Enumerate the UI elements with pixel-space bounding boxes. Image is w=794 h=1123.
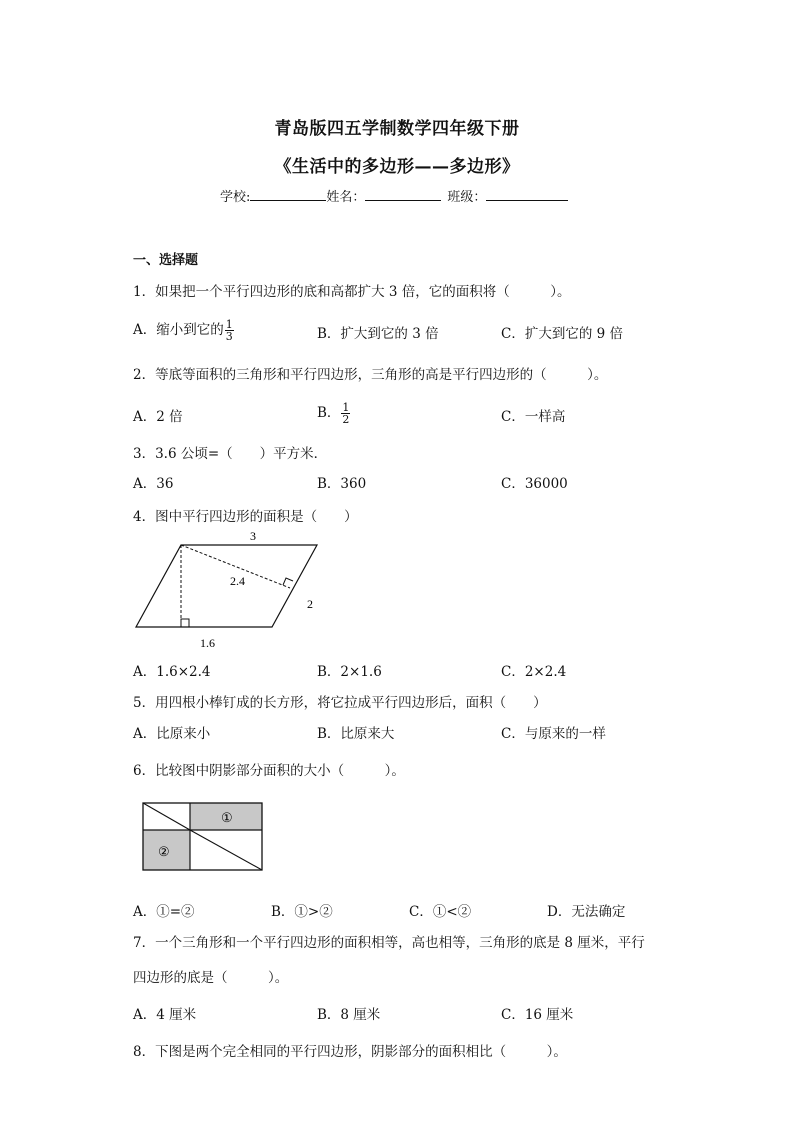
question-5-option-b[interactable]: B．比原来大 [317, 726, 395, 742]
question-2-option-b[interactable]: B． $\frac{1}{2}$ [317, 401, 350, 426]
question-6-option-b[interactable]: B．①>② [271, 904, 333, 920]
question-2-option-c[interactable]: C．一样高 [501, 409, 566, 425]
region-1-label: ① [221, 810, 233, 825]
question-1-option-b[interactable]: B．扩大到它的 3 倍 [317, 326, 439, 342]
school-label: 学校: [220, 190, 251, 205]
question-1-stem: 1．如果把一个平行四边形的底和高都扩大 3 倍，它的面积将（ ）。 [133, 284, 571, 300]
question-7-option-c[interactable]: C．16 厘米 [501, 1007, 574, 1023]
question-2-stem: 2．等底等面积的三角形和平行四边形，三角形的高是平行四边形的（ ）。 [133, 367, 608, 383]
question-5-stem: 5．用四根小棒钉成的长方形，将它拉成平行四边形后，面积（ ） [133, 695, 547, 711]
region-2-label: ② [158, 844, 170, 859]
question-4-option-a[interactable]: A．1.6×2.4 [133, 664, 211, 680]
question-6-option-c[interactable]: C．①<② [409, 904, 472, 920]
question-7-option-a[interactable]: A．4 厘米 [133, 1007, 197, 1023]
section-title: 一、选择题 [133, 253, 199, 268]
question-7-stem-continued: 四边形的底是（ ）。 [133, 970, 289, 986]
question-1-option-c[interactable]: C．扩大到它的 9 倍 [501, 326, 624, 342]
page-subtitle: 《生活中的多边形——多边形》 [274, 157, 520, 177]
question-7-option-b[interactable]: B．8 厘米 [317, 1007, 381, 1023]
school-blank[interactable] [250, 187, 326, 201]
question-3-option-c[interactable]: C．36000 [501, 476, 568, 492]
question-3-stem: 3．3.6 公顷=（ ）平方米． [133, 446, 328, 462]
name-label: 姓名： [326, 190, 366, 205]
label-side: 2 [307, 597, 313, 611]
question-4-option-b[interactable]: B．2×1.6 [317, 664, 382, 680]
question-4-stem: 4．图中平行四边形的面积是（ ） [133, 509, 358, 525]
parallelogram-outline [136, 545, 317, 627]
name-blank[interactable] [365, 187, 441, 201]
fraction: $\frac{1}{2}$ [342, 401, 350, 426]
class-blank[interactable] [486, 187, 568, 201]
question-2-option-a[interactable]: A．2 倍 [133, 409, 183, 425]
right-angle-mark [283, 578, 293, 585]
diagonal-line [143, 803, 190, 830]
shaded-rectangle-figure [142, 802, 266, 872]
question-6-option-a[interactable]: A．①=② [133, 904, 195, 920]
question-3-option-a[interactable]: A．36 [133, 476, 174, 492]
question-6-option-d[interactable]: D．无法确定 [547, 904, 626, 920]
student-info-line [220, 186, 568, 205]
question-5-option-c[interactable]: C．与原来的一样 [501, 726, 606, 742]
question-6-stem: 6．比较图中阴影部分面积的大小（ ）。 [133, 763, 405, 779]
diagonal-line [190, 830, 262, 870]
parallelogram-figure [130, 528, 330, 652]
page-title: 青岛版四五学制数学四年级下册 [274, 119, 520, 139]
question-8-stem: 8．下图是两个完全相同的平行四边形，阴影部分的面积相比（ ）。 [133, 1044, 567, 1060]
question-4-option-c[interactable]: C．2×2.4 [501, 664, 567, 680]
label-bottom: 1.6 [200, 636, 215, 650]
fraction: $\frac{1}{3}$ [225, 318, 233, 343]
question-3-option-b[interactable]: B．360 [317, 476, 367, 492]
class-label: 班级： [447, 190, 487, 205]
label-diag: 2.4 [230, 574, 245, 588]
question-5-option-a[interactable]: A．比原来小 [133, 726, 211, 742]
label-top: 3 [250, 529, 256, 543]
question-7-stem: 7．一个三角形和一个平行四边形的面积相等，高也相等，三角形的底是 8 厘米，平行 [133, 935, 645, 951]
question-1-option-a[interactable]: A．缩小到它的 $\frac{1}{3}$ [133, 318, 233, 343]
right-angle-mark [181, 619, 189, 627]
